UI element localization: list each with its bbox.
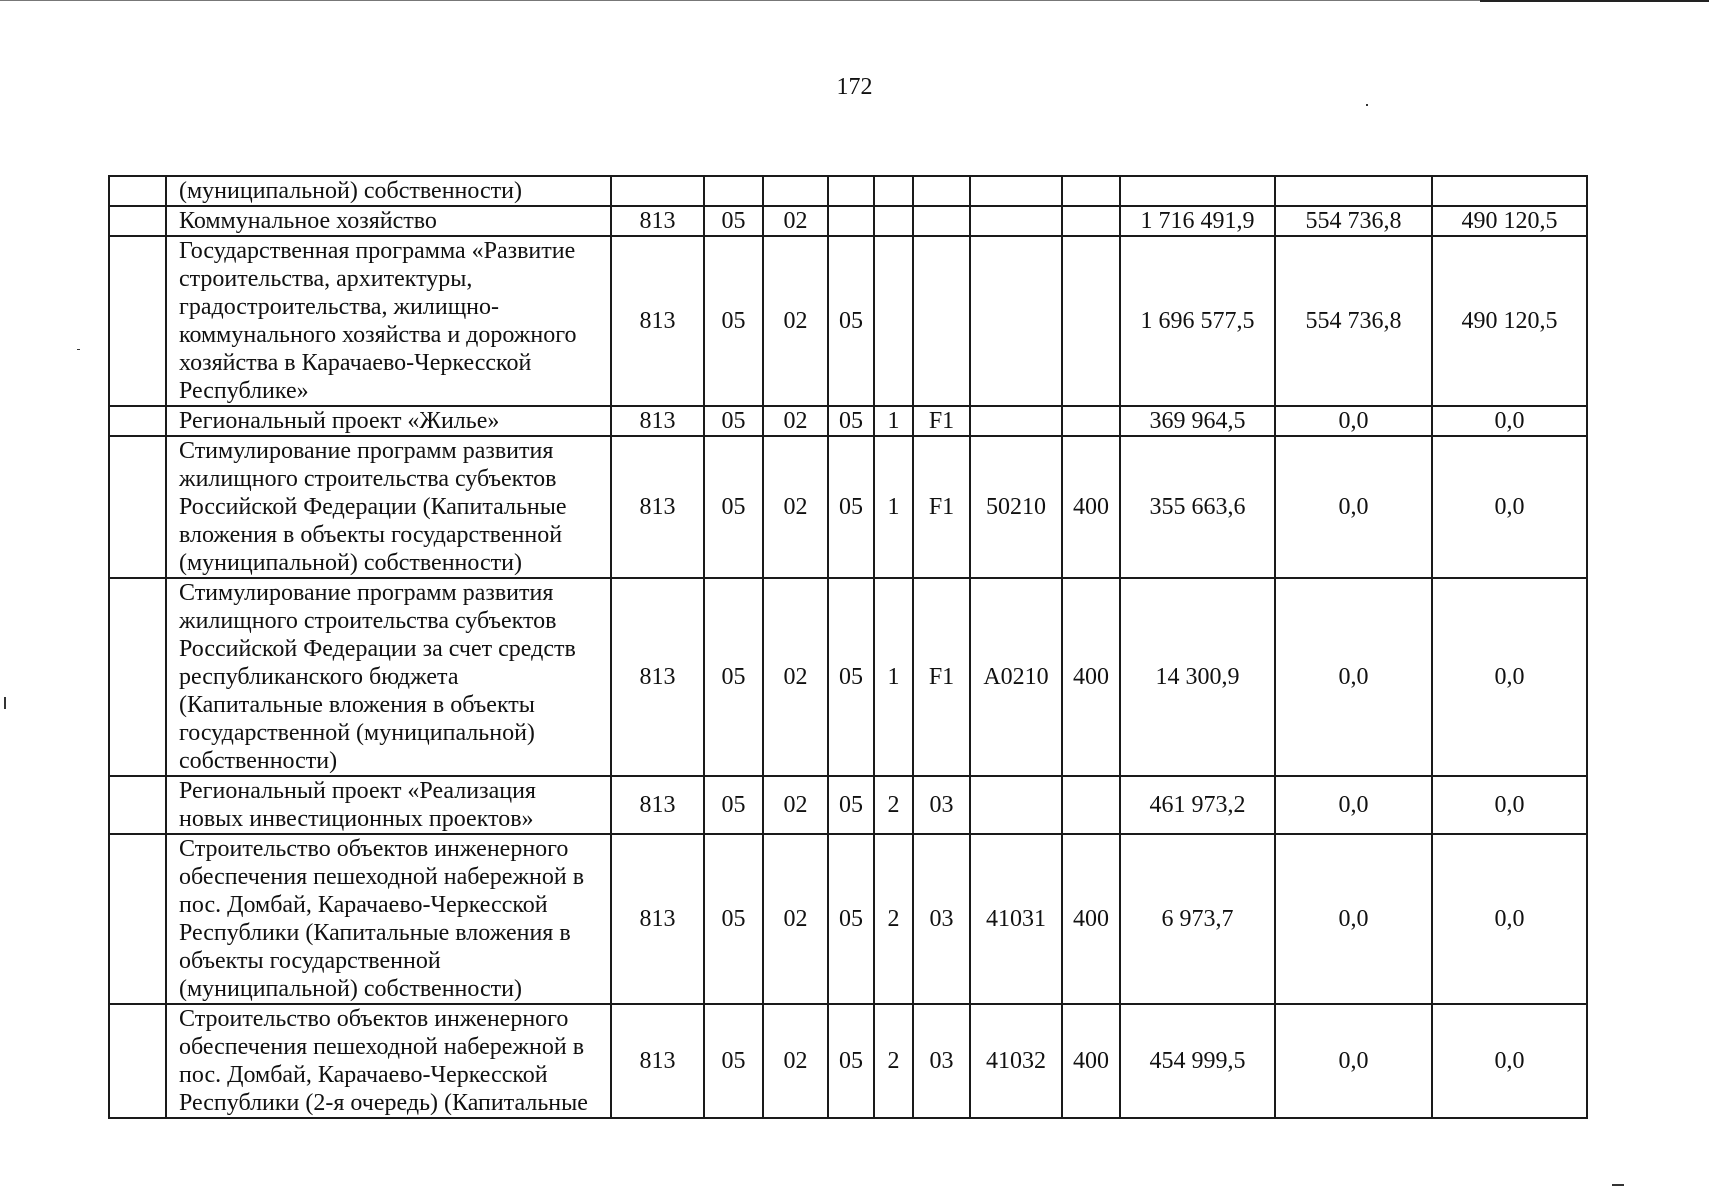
row-number-cell — [109, 776, 166, 834]
ministry-code-cell: 813 — [611, 1004, 704, 1118]
amount-year-3-cell: 0,0 — [1432, 436, 1587, 578]
section-code-cell: 05 — [704, 776, 763, 834]
table-row — [109, 776, 1587, 834]
item-name-cell: Строительство объектов инженерного обеспечения пешеходной набережной в пос. Домбай, Карачаево-Черкесской Республики (Капитальные вложения в объекты государственной (муниципальной) собственности) — [166, 834, 611, 1004]
expense-type-cell: 400 — [1062, 436, 1120, 578]
ministry-code-cell: 813 — [611, 436, 704, 578]
expense-type-cell: 400 — [1062, 1004, 1120, 1118]
table-row — [109, 176, 1587, 206]
amount-year-1-cell: 369 964,5 — [1120, 406, 1275, 436]
scan-speck — [4, 697, 6, 709]
subprogram-code-cell: 1 — [874, 406, 913, 436]
subprogram-code-cell: 1 — [874, 578, 913, 776]
amount-year-2-cell: 554 736,8 — [1275, 236, 1432, 406]
amount-year-1-cell: 1 716 491,9 — [1120, 206, 1275, 236]
row-number-cell — [109, 206, 166, 236]
page-number: 172 — [836, 74, 873, 100]
ministry-code-cell: 813 — [611, 206, 704, 236]
amount-year-1-cell: 6 973,7 — [1120, 834, 1275, 1004]
subprogram-code-cell — [874, 236, 913, 406]
subprogram-code-cell — [874, 176, 913, 206]
section-code-cell — [704, 176, 763, 206]
amount-year-1-cell: 1 696 577,5 — [1120, 236, 1275, 406]
amount-year-3-cell: 0,0 — [1432, 1004, 1587, 1118]
amount-year-2-cell — [1275, 176, 1432, 206]
project-code-cell: 03 — [913, 1004, 970, 1118]
budget-table — [108, 175, 1588, 1119]
subsection-code-cell: 02 — [763, 436, 828, 578]
direction-code-cell: 50210 — [970, 436, 1062, 578]
subsection-code-cell: 02 — [763, 406, 828, 436]
subsection-code-cell — [763, 176, 828, 206]
subprogram-code-cell — [874, 206, 913, 236]
program-code-cell: 05 — [828, 406, 874, 436]
amount-year-2-cell: 0,0 — [1275, 436, 1432, 578]
amount-year-1-cell: 454 999,5 — [1120, 1004, 1275, 1118]
subsection-code-cell: 02 — [763, 206, 828, 236]
scan-top-edge-dark — [1480, 0, 1709, 2]
item-name-cell: Коммунальное хозяйство — [166, 206, 611, 236]
expense-type-cell: 400 — [1062, 578, 1120, 776]
project-code-cell — [913, 236, 970, 406]
amount-year-1-cell: 355 663,6 — [1120, 436, 1275, 578]
subprogram-code-cell: 1 — [874, 436, 913, 578]
table-row — [109, 834, 1587, 1004]
section-code-cell: 05 — [704, 406, 763, 436]
amount-year-1-cell: 14 300,9 — [1120, 578, 1275, 776]
item-name-cell: Стимулирование программ развития жилищного строительства субъектов Российской Федерации (Капитальные вложения в объекты государственной (муниципальной) собственности) — [166, 436, 611, 578]
row-number-cell — [109, 436, 166, 578]
amount-year-3-cell: 490 120,5 — [1432, 236, 1587, 406]
amount-year-2-cell: 0,0 — [1275, 1004, 1432, 1118]
section-code-cell: 05 — [704, 436, 763, 578]
program-code-cell: 05 — [828, 578, 874, 776]
section-code-cell: 05 — [704, 578, 763, 776]
amount-year-2-cell: 0,0 — [1275, 406, 1432, 436]
project-code-cell: F1 — [913, 436, 970, 578]
amount-year-2-cell: 0,0 — [1275, 834, 1432, 1004]
subsection-code-cell: 02 — [763, 834, 828, 1004]
row-number-cell — [109, 578, 166, 776]
section-code-cell: 05 — [704, 206, 763, 236]
project-code-cell — [913, 206, 970, 236]
program-code-cell — [828, 176, 874, 206]
amount-year-3-cell: 0,0 — [1432, 578, 1587, 776]
direction-code-cell: 41031 — [970, 834, 1062, 1004]
item-name-cell: Государственная программа «Развитие строительства, архитектуры, градостроительства, жилищно-коммунального хозяйства и дорожного хозяйства в Карачаево-Черкесской Республике» — [166, 236, 611, 406]
expense-type-cell: 400 — [1062, 834, 1120, 1004]
direction-code-cell — [970, 206, 1062, 236]
direction-code-cell: 41032 — [970, 1004, 1062, 1118]
direction-code-cell: А0210 — [970, 578, 1062, 776]
program-code-cell: 05 — [828, 436, 874, 578]
item-name-cell: Стимулирование программ развития жилищного строительства субъектов Российской Федерации за счет средств республиканского бюджета (Капитальные вложения в объекты государственной (муниципальной) собственности) — [166, 578, 611, 776]
table-row — [109, 406, 1587, 436]
scan-speck — [77, 349, 80, 350]
amount-year-3-cell: 490 120,5 — [1432, 206, 1587, 236]
row-number-cell — [109, 236, 166, 406]
ministry-code-cell: 813 — [611, 834, 704, 1004]
program-code-cell — [828, 206, 874, 236]
subprogram-code-cell: 2 — [874, 834, 913, 1004]
expense-type-cell — [1062, 206, 1120, 236]
ministry-code-cell: 813 — [611, 406, 704, 436]
scan-top-edge — [0, 0, 1709, 1]
scan-speck — [1366, 104, 1368, 106]
ministry-code-cell: 813 — [611, 236, 704, 406]
table-row — [109, 1004, 1587, 1118]
amount-year-3-cell: 0,0 — [1432, 776, 1587, 834]
direction-code-cell — [970, 176, 1062, 206]
amount-year-2-cell: 554 736,8 — [1275, 206, 1432, 236]
section-code-cell: 05 — [704, 834, 763, 1004]
scan-speck — [1612, 1184, 1624, 1186]
amount-year-2-cell: 0,0 — [1275, 578, 1432, 776]
row-number-cell — [109, 176, 166, 206]
direction-code-cell — [970, 236, 1062, 406]
table-row — [109, 578, 1587, 776]
subprogram-code-cell: 2 — [874, 1004, 913, 1118]
expense-type-cell — [1062, 236, 1120, 406]
amount-year-3-cell: 0,0 — [1432, 406, 1587, 436]
subprogram-code-cell: 2 — [874, 776, 913, 834]
item-name-cell: Региональный проект «Реализация новых инвестиционных проектов» — [166, 776, 611, 834]
item-name-cell: Региональный проект «Жилье» — [166, 406, 611, 436]
project-code-cell: F1 — [913, 406, 970, 436]
project-code-cell: 03 — [913, 834, 970, 1004]
project-code-cell: F1 — [913, 578, 970, 776]
row-number-cell — [109, 834, 166, 1004]
table-row — [109, 236, 1587, 406]
program-code-cell: 05 — [828, 236, 874, 406]
table-row — [109, 206, 1587, 236]
project-code-cell: 03 — [913, 776, 970, 834]
project-code-cell — [913, 176, 970, 206]
expense-type-cell — [1062, 406, 1120, 436]
amount-year-1-cell: 461 973,2 — [1120, 776, 1275, 834]
row-number-cell — [109, 1004, 166, 1118]
program-code-cell: 05 — [828, 1004, 874, 1118]
direction-code-cell — [970, 406, 1062, 436]
program-code-cell: 05 — [828, 776, 874, 834]
subsection-code-cell: 02 — [763, 1004, 828, 1118]
ministry-code-cell — [611, 176, 704, 206]
subsection-code-cell: 02 — [763, 236, 828, 406]
expense-type-cell — [1062, 776, 1120, 834]
amount-year-2-cell: 0,0 — [1275, 776, 1432, 834]
item-name-cell: (муниципальной) собственности) — [166, 176, 611, 206]
row-number-cell — [109, 406, 166, 436]
subsection-code-cell: 02 — [763, 578, 828, 776]
amount-year-3-cell: 0,0 — [1432, 834, 1587, 1004]
section-code-cell: 05 — [704, 236, 763, 406]
section-code-cell: 05 — [704, 1004, 763, 1118]
table-row — [109, 436, 1587, 578]
item-name-cell: Строительство объектов инженерного обеспечения пешеходной набережной в пос. Домбай, Карачаево-Черкесской Республики (2-я очередь) (Капитальные — [166, 1004, 611, 1118]
table-body — [109, 176, 1587, 1118]
expense-type-cell — [1062, 176, 1120, 206]
ministry-code-cell: 813 — [611, 776, 704, 834]
amount-year-1-cell — [1120, 176, 1275, 206]
program-code-cell: 05 — [828, 834, 874, 1004]
amount-year-3-cell — [1432, 176, 1587, 206]
ministry-code-cell: 813 — [611, 578, 704, 776]
direction-code-cell — [970, 776, 1062, 834]
subsection-code-cell: 02 — [763, 776, 828, 834]
